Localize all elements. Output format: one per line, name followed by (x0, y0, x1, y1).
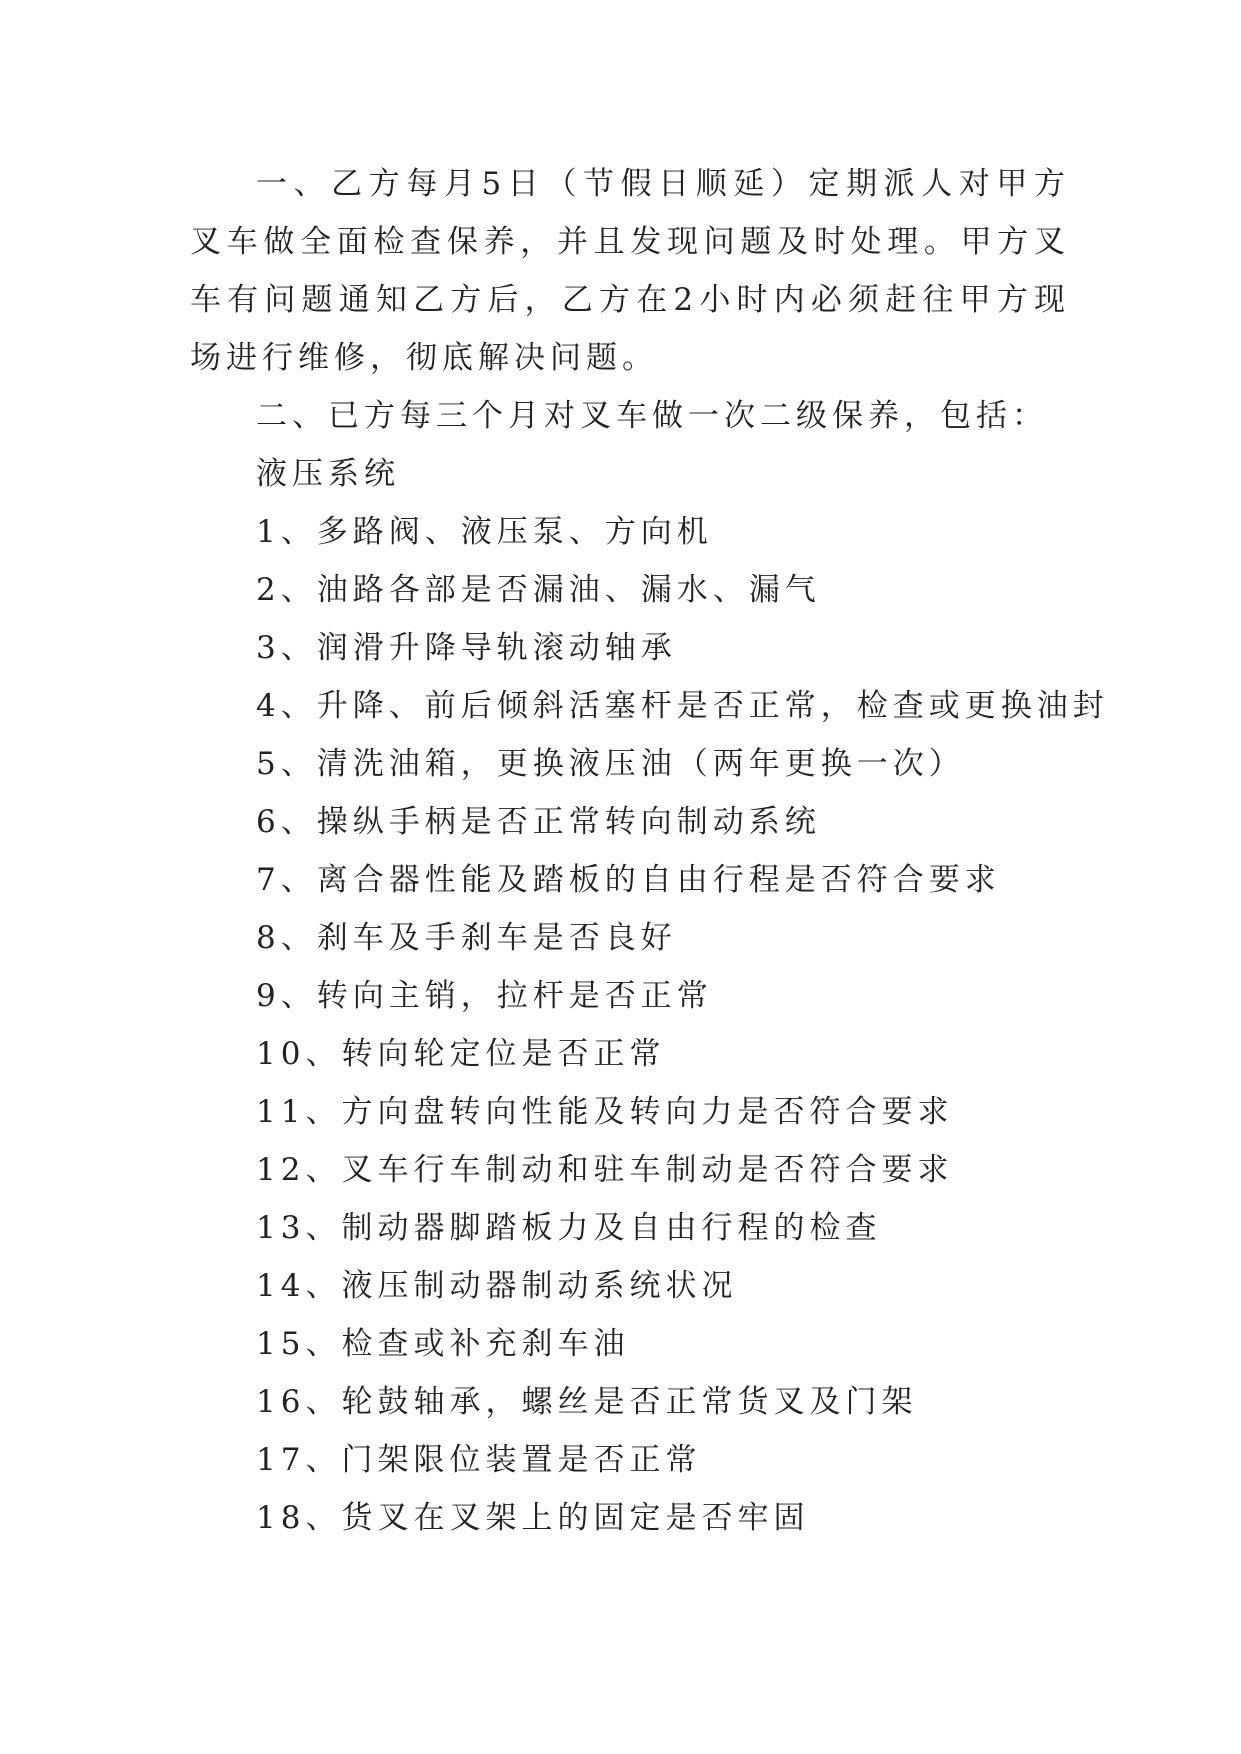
paragraph-secondary-maintenance: 二、已方每三个月对叉车做一次二级保养，包括： (256, 398, 1048, 434)
section-heading-hydraulic-system: 液压系统 (256, 456, 400, 492)
list-item: 4、升降、前后倾斜活塞杆是否正常，检查或更换油封 (256, 688, 1109, 724)
list-item: 17、门架限位装置是否正常 (256, 1442, 702, 1478)
list-item: 9、转向主销，拉杆是否正常 (256, 978, 713, 1014)
list-item: 5、清洗油箱，更换液压油（两年更换一次） (256, 746, 965, 782)
list-item: 7、离合器性能及踏板的自由行程是否符合要求 (256, 862, 1001, 898)
list-item: 10、转向轮定位是否正常 (256, 1036, 666, 1072)
list-item: 3、润滑升降导轨滚动轴承 (256, 630, 677, 666)
list-item: 16、轮鼓轴承，螺丝是否正常货叉及门架 (256, 1384, 918, 1420)
list-item: 18、货叉在叉架上的固定是否牢固 (256, 1500, 810, 1536)
list-item: 12、叉车行车制动和驻车制动是否符合要求 (256, 1152, 954, 1188)
document-body (190, 155, 1109, 1547)
list-item: 14、液压制动器制动系统状况 (256, 1268, 738, 1304)
list-item: 6、操纵手柄是否正常转向制动系统 (256, 804, 821, 840)
list-item: 1、多路阀、液压泵、方向机 (256, 514, 713, 550)
paragraph-inspection-schedule: 一、乙方每月5日（节假日顺延）定期派人对甲方叉车做全面检查保养，并且发现问题及时处理。甲方叉车有问题通知乙方后，乙方在2小时内必须赶往甲方现场进行维修，彻底解决问题。 (190, 166, 1070, 376)
list-item: 11、方向盘转向性能及转向力是否符合要求 (256, 1094, 954, 1130)
list-item: 2、油路各部是否漏油、漏水、漏气 (256, 572, 821, 608)
list-item: 15、检查或补充刹车油 (256, 1326, 630, 1362)
list-item: 13、制动器脚踏板力及自由行程的检查 (256, 1210, 882, 1246)
list-item: 8、刹车及手刹车是否良好 (256, 920, 677, 956)
